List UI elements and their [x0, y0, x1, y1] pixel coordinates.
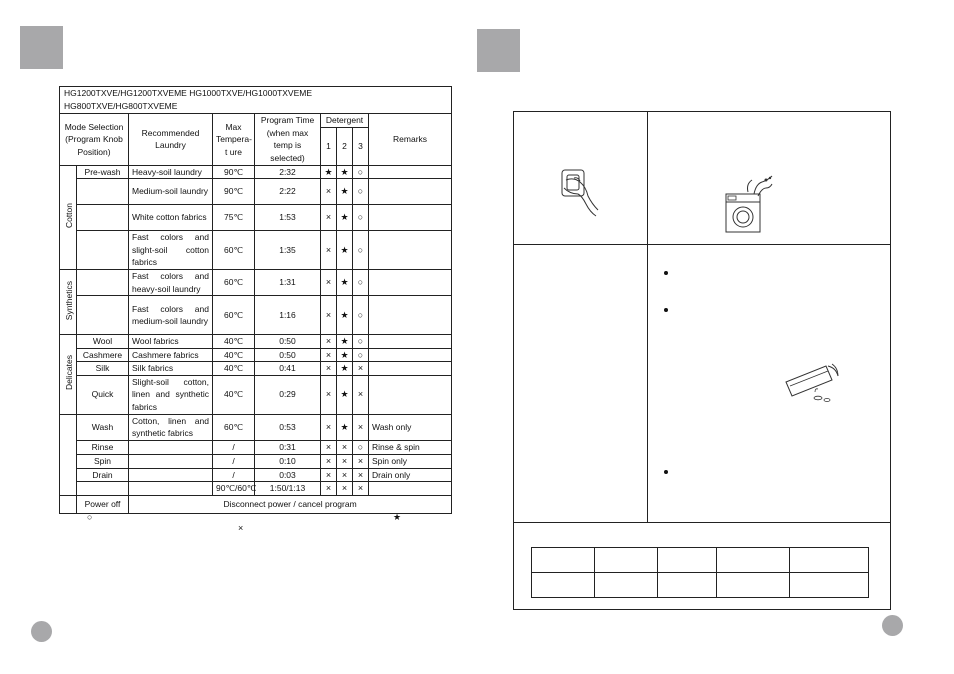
cell-mode: Pre-wash [77, 165, 129, 179]
group-synthetics: Synthetics [60, 270, 77, 335]
legend-circle: ○ [87, 512, 93, 522]
header-detergent: Detergent [321, 114, 369, 128]
legend-cross: × [238, 523, 244, 533]
cell-det-1: × [321, 348, 337, 362]
right-panel-divider-1 [514, 244, 890, 245]
cell-time: 1:35 [255, 231, 321, 270]
cell-det-2: ★ [337, 270, 353, 296]
cell-det-1: × [321, 270, 337, 296]
cell-power-off-action: Disconnect power / cancel program [129, 495, 452, 513]
cell-det-2: × [337, 482, 353, 496]
cell-time: 0:41 [255, 362, 321, 376]
cell-temp: 40℃ [213, 362, 255, 376]
mini-table-cell [790, 573, 869, 598]
cell-temp: 75℃ [213, 205, 255, 231]
mini-table-cell [595, 573, 658, 598]
mini-table-cell [532, 548, 595, 573]
detergent-drawer-illustration [782, 360, 842, 406]
cell-mode: Cashmere [77, 348, 129, 362]
cell-det-3: × [353, 454, 369, 468]
table-row [60, 414, 452, 440]
cell-det-1: ★ [321, 165, 337, 179]
mini-table-cell [790, 548, 869, 573]
header-det-2: 2 [337, 127, 353, 165]
cell-det-2: × [337, 454, 353, 468]
cell-mode: Spin [77, 454, 129, 468]
cell-temp: 60℃ [213, 270, 255, 296]
cell-temp: 60℃ [213, 231, 255, 270]
cell-mode: Silk [77, 362, 129, 376]
cell-time: 1:16 [255, 296, 321, 335]
cell-det-3: ○ [353, 335, 369, 349]
right-page-number-dot [882, 615, 903, 636]
cell-mode: Drain [77, 468, 129, 482]
bullet-1 [664, 271, 668, 275]
cell-det-3: ○ [353, 440, 369, 454]
mini-table-cell [595, 548, 658, 573]
cell-det-1: × [321, 468, 337, 482]
cell-det-3: ○ [353, 205, 369, 231]
mini-table-cell [717, 548, 790, 573]
cell-det-2: ★ [337, 296, 353, 335]
cell-time: 1:50/1:13 [255, 482, 321, 496]
right-panel-divider-2 [514, 522, 890, 523]
program-table [59, 86, 452, 514]
cell-time: 0:31 [255, 440, 321, 454]
header-det-3: 3 [353, 127, 369, 165]
cell-laundry: Fast colors and medium-soil laundry [129, 296, 213, 335]
table-row [60, 205, 452, 231]
cell-temp: 40℃ [213, 348, 255, 362]
cell-det-3: × [353, 414, 369, 440]
cell-det-2: ★ [337, 362, 353, 376]
table-row [60, 362, 452, 376]
cell-remarks: Wash only [369, 414, 452, 440]
table-row [60, 270, 452, 296]
group-other [60, 414, 77, 495]
left-page-number-dot [31, 621, 52, 642]
header-laundry: Recommended Laundry [129, 114, 213, 166]
mini-table [531, 547, 869, 598]
cell-remarks [369, 375, 452, 414]
cell-mode [77, 482, 129, 496]
cell-mode: Wash [77, 414, 129, 440]
plug-socket-illustration [552, 166, 612, 226]
cell-laundry: Medium-soil laundry [129, 179, 213, 205]
cell-det-3: × [353, 362, 369, 376]
cell-remarks: Drain only [369, 468, 452, 482]
cell-time: 0:50 [255, 348, 321, 362]
washing-machine-illustration [718, 174, 776, 234]
table-caption: HG1200TXVE/HG1200TXVEME HG1000TXVE/HG1000TXVEME HG800TXVE/HG800TXVEME [60, 87, 452, 114]
table-row [60, 375, 452, 414]
cell-remarks [369, 205, 452, 231]
cell-det-1: × [321, 454, 337, 468]
cell-det-1: × [321, 375, 337, 414]
table-row [60, 165, 452, 179]
cell-laundry [129, 454, 213, 468]
cell-laundry: Slight-soil cotton, linen and synthetic fabrics [129, 375, 213, 414]
cell-temp: / [213, 468, 255, 482]
cell-laundry: Heavy-soil laundry [129, 165, 213, 179]
group-cotton: Cotton [60, 165, 77, 270]
cell-det-2: × [337, 440, 353, 454]
cell-time: 1:31 [255, 270, 321, 296]
cell-det-1: × [321, 335, 337, 349]
cell-det-2: ★ [337, 375, 353, 414]
mini-table-cell [717, 573, 790, 598]
cell-laundry: Fast colors and heavy-soil laundry [129, 270, 213, 296]
cell-temp: 40℃ [213, 375, 255, 414]
cell-time: 0:29 [255, 375, 321, 414]
cell-mode: Quick [77, 375, 129, 414]
cell-laundry [129, 482, 213, 496]
right-page-marker [477, 29, 520, 72]
cell-det-2: ★ [337, 165, 353, 179]
table-row [60, 468, 452, 482]
cell-det-1: × [321, 414, 337, 440]
cell-mode [77, 205, 129, 231]
cell-remarks [369, 335, 452, 349]
mini-table-cell [658, 548, 717, 573]
cell-time: 0:53 [255, 414, 321, 440]
cell-laundry: Cashmere fabrics [129, 348, 213, 362]
header-time: Program Time (when max temp is selected) [255, 114, 321, 166]
table-row [60, 179, 452, 205]
cell-det-3: × [353, 468, 369, 482]
cell-mode: Wool [77, 335, 129, 349]
cell-det-3: ○ [353, 348, 369, 362]
cell-remarks: Rinse & spin [369, 440, 452, 454]
cell-laundry: Fast colors and slight-soil cotton fabrics [129, 231, 213, 270]
cell-laundry: Silk fabrics [129, 362, 213, 376]
bullet-3 [664, 470, 668, 474]
table-row [60, 482, 452, 496]
cell-empty [60, 495, 77, 513]
cell-temp: 90℃/60℃ [213, 482, 255, 496]
cell-det-2: ★ [337, 179, 353, 205]
cell-remarks [369, 270, 452, 296]
bullet-2 [664, 308, 668, 312]
cell-det-1: × [321, 482, 337, 496]
left-page-marker [20, 26, 63, 69]
cell-det-3: ○ [353, 179, 369, 205]
cell-det-2: ★ [337, 348, 353, 362]
cell-remarks [369, 362, 452, 376]
cell-det-1: × [321, 296, 337, 335]
cell-det-3: ○ [353, 296, 369, 335]
cell-det-1: × [321, 205, 337, 231]
cell-det-3: × [353, 482, 369, 496]
cell-time: 2:22 [255, 179, 321, 205]
cell-temp: 90℃ [213, 165, 255, 179]
cell-det-2: ★ [337, 414, 353, 440]
cell-temp: 60℃ [213, 414, 255, 440]
cell-mode [77, 231, 129, 270]
cell-remarks [369, 179, 452, 205]
table-row [60, 231, 452, 270]
table-row [60, 296, 452, 335]
header-det-1: 1 [321, 127, 337, 165]
cell-laundry: Wool fabrics [129, 335, 213, 349]
cell-det-2: ★ [337, 205, 353, 231]
group-delicates: Delicates [60, 335, 77, 415]
legend-star: ★ [393, 512, 402, 522]
cell-laundry: White cotton fabrics [129, 205, 213, 231]
table-row [60, 335, 452, 349]
cell-det-1: × [321, 179, 337, 205]
cell-det-3: ○ [353, 270, 369, 296]
right-panel-divider-vertical [647, 112, 648, 522]
cell-mode [77, 270, 129, 296]
table-row-power-off [60, 495, 452, 513]
cell-temp: / [213, 440, 255, 454]
cell-det-3: × [353, 375, 369, 414]
cell-det-2: ★ [337, 231, 353, 270]
cell-temp: 90℃ [213, 179, 255, 205]
cell-mode: Rinse [77, 440, 129, 454]
cell-mode [77, 296, 129, 335]
table-row [60, 440, 452, 454]
cell-remarks [369, 296, 452, 335]
cell-remarks [369, 165, 452, 179]
table-row [60, 348, 452, 362]
header-remarks: Remarks [369, 114, 452, 166]
cell-det-1: × [321, 362, 337, 376]
cell-temp: / [213, 454, 255, 468]
cell-det-2: ★ [337, 335, 353, 349]
cell-det-3: ○ [353, 231, 369, 270]
cell-laundry [129, 440, 213, 454]
cell-remarks [369, 231, 452, 270]
cell-det-1: × [321, 440, 337, 454]
cell-mode [77, 179, 129, 205]
cell-laundry: Cotton, linen and synthetic fabrics [129, 414, 213, 440]
cell-det-1: × [321, 231, 337, 270]
cell-time: 0:03 [255, 468, 321, 482]
mini-table-cell [658, 573, 717, 598]
cell-temp: 40℃ [213, 335, 255, 349]
mini-table-cell [532, 573, 595, 598]
cell-temp: 60℃ [213, 296, 255, 335]
cell-remarks [369, 348, 452, 362]
cell-time: 2:32 [255, 165, 321, 179]
cell-det-2: × [337, 468, 353, 482]
cell-time: 0:10 [255, 454, 321, 468]
header-temp: Max Tempera-t ure [213, 114, 255, 166]
cell-time: 1:53 [255, 205, 321, 231]
cell-remarks: Spin only [369, 454, 452, 468]
cell-remarks [369, 482, 452, 496]
table-row [60, 454, 452, 468]
header-mode: Mode Selection (Program Knob Position) [60, 114, 129, 166]
cell-laundry [129, 468, 213, 482]
cell-mode: Power off [77, 495, 129, 513]
cell-det-3: ○ [353, 165, 369, 179]
cell-time: 0:50 [255, 335, 321, 349]
